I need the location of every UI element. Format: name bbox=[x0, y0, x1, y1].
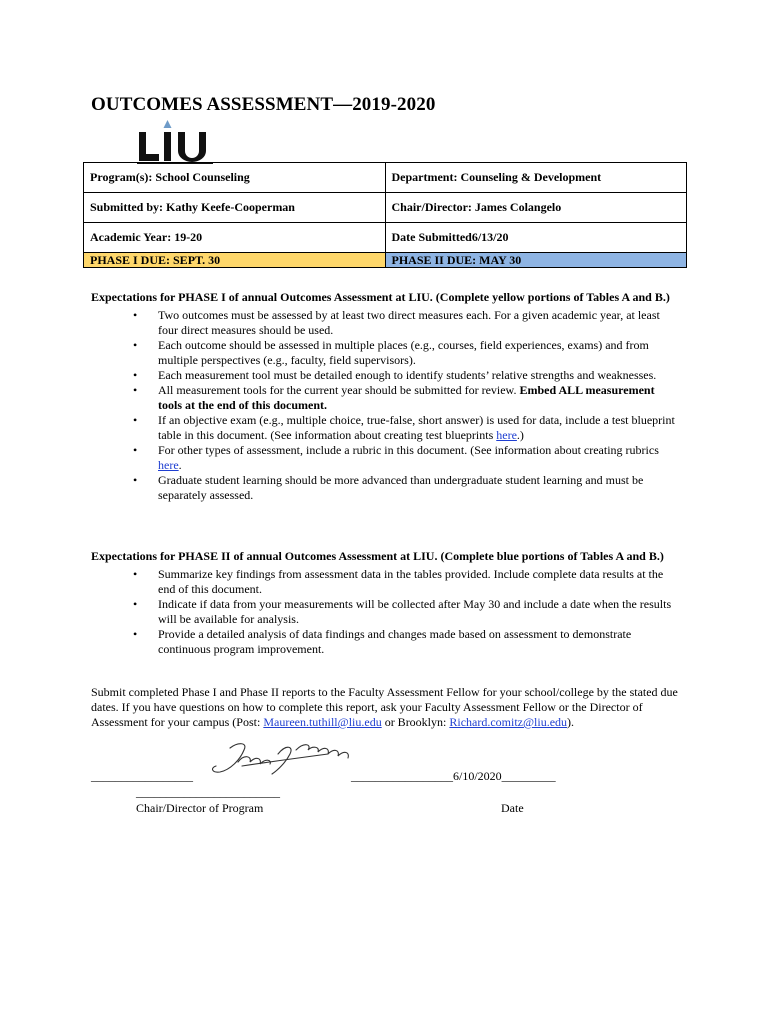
submission-instructions bbox=[91, 685, 681, 730]
list-item bbox=[158, 383, 681, 413]
programs-cell: Program(s): School Counseling bbox=[84, 163, 386, 193]
program-info-table bbox=[83, 162, 687, 268]
chair-cell: Chair/Director: James Colangelo bbox=[385, 193, 687, 223]
bullet-text: If an objective exam (e.g., multiple choice, true-false, short answer) is used for data, include a test blueprint table in this document. (See information about creating test blueprints bbox=[158, 413, 675, 442]
phase2-due-cell: PHASE II DUE: MAY 30 bbox=[385, 253, 687, 268]
list-item: • Provide a detailed analysis of data findings and changes made based on assessment to demonstrate continuous program improvement. bbox=[158, 627, 681, 657]
bullet-text: For other types of assessment, include a rubric in this document. (See information about creating rubrics bbox=[158, 443, 659, 457]
phase2-expectations bbox=[91, 549, 681, 657]
list-item: • Summarize key findings from assessment data in the tables provided. Include complete data results at the end of this document. bbox=[158, 567, 681, 597]
list-item: • Each measurement tool must be detailed enough to identify students’ relative strengths and weaknesses. bbox=[158, 368, 681, 383]
signature-underline: ________________________ bbox=[136, 785, 280, 799]
list-item: • Each outcome should be assessed in multiple places (e.g., courses, field experiences, exams) and from multiple perspectives (e.g., faculty, field supervisors). bbox=[158, 338, 681, 368]
phase2-list bbox=[91, 567, 681, 657]
post-email-link[interactable]: Maureen.tuthill@liu.edu bbox=[263, 715, 382, 729]
date-label: Date bbox=[501, 801, 524, 815]
phase1-list bbox=[91, 308, 681, 503]
list-item: • Graduate student learning should be more advanced than undergraduate student learning and must be separately assessed. bbox=[158, 473, 681, 503]
signature-line-left: _________________ bbox=[91, 769, 193, 783]
list-item: • Indicate if data from your measurements will be collected after May 30 and include a date when the results will be available for analysis. bbox=[158, 597, 681, 627]
bullet-text: . bbox=[178, 458, 182, 472]
test-blueprints-link[interactable]: here bbox=[496, 428, 517, 442]
handwritten-signature bbox=[208, 740, 358, 780]
phase1-due-cell: PHASE I DUE: SEPT. 30 bbox=[84, 253, 386, 268]
department-cell: Department: Counseling & Development bbox=[385, 163, 687, 193]
instructions-text: ). bbox=[567, 715, 575, 729]
phase1-heading: Expectations for PHASE I of annual Outcomes Assessment at LIU. (Complete yellow portions of Tables A and B.) bbox=[91, 290, 670, 304]
page-title: OUTCOMES ASSESSMENT—2019-2020 bbox=[91, 94, 436, 115]
phase2-heading: Expectations for PHASE II of annual Outcomes Assessment at LIU. (Complete blue portions of Tables A and B.) bbox=[91, 549, 664, 563]
date-submitted-cell: Date Submitted6/13/20 bbox=[385, 223, 687, 253]
liu-logo bbox=[137, 120, 215, 164]
chair-director-label: Chair/Director of Program bbox=[136, 801, 264, 815]
brooklyn-email-link[interactable]: Richard.comitz@liu.edu bbox=[449, 715, 568, 729]
rubrics-link[interactable]: here bbox=[158, 458, 179, 472]
bullet-text: .) bbox=[516, 428, 524, 442]
date-line: _________________6/10/2020_________ bbox=[351, 769, 556, 783]
phase1-expectations bbox=[91, 290, 681, 503]
instructions-text: or Brooklyn: bbox=[381, 715, 450, 729]
list-item: • Two outcomes must be assessed by at least two direct measures each. For a given academic year, at least four direct measures should be used. bbox=[158, 308, 681, 338]
list-item bbox=[158, 413, 681, 443]
academic-year-cell: Academic Year: 19-20 bbox=[84, 223, 386, 253]
list-item bbox=[158, 443, 681, 473]
submitted-by-cell: Submitted by: Kathy Keefe-Cooperman bbox=[84, 193, 386, 223]
bullet-bold-text: Embed ALL measurement tools at the end of this document. bbox=[158, 383, 655, 412]
instructions-text: Submit completed Phase I and Phase II reports to the Faculty Assessment Fellow for your school/college by the stated due dates. If you have questions on how to complete this report, ask your Faculty Assessment Fellow or the Director of Assessment for your campus (Post: bbox=[91, 685, 678, 729]
bullet-text: All measurement tools for the current year should be submitted for review. bbox=[158, 383, 520, 397]
